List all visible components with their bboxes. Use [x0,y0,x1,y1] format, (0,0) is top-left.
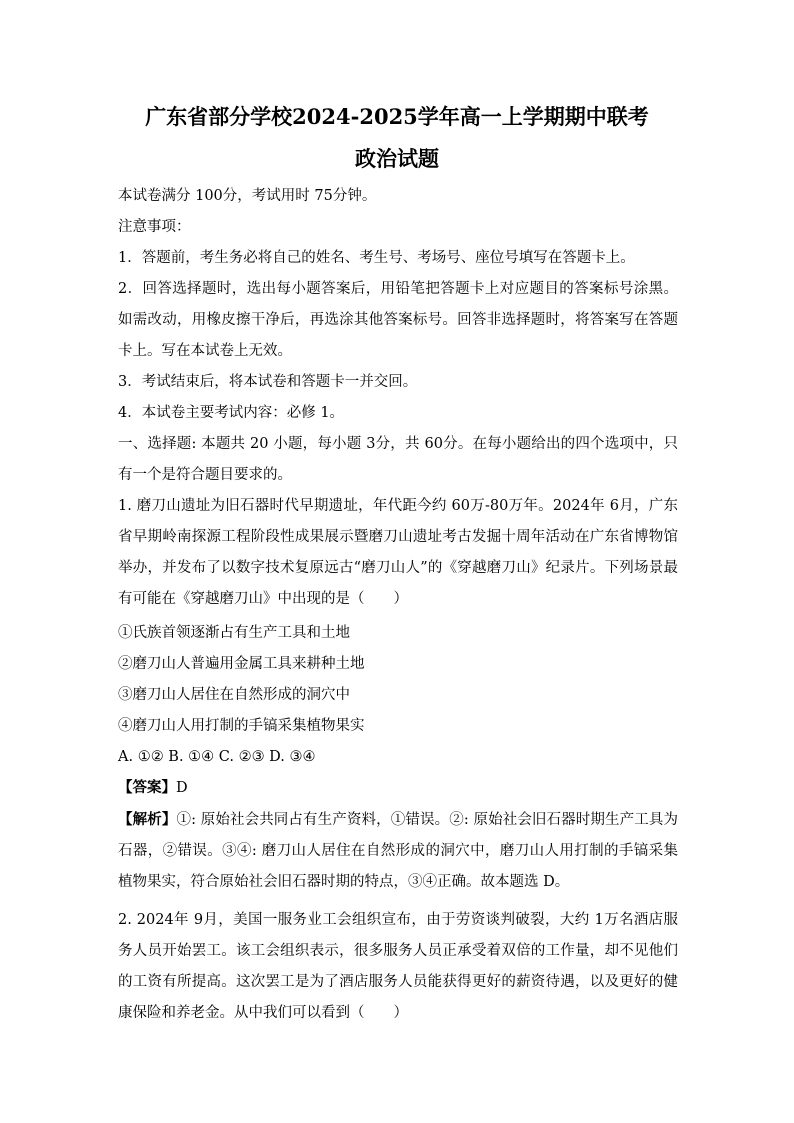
question-2-stem: 2. 2024年 9月，美国一服务业工会组织宣布，由于劳资谈判破裂，大约 1万名酒店服务人员开始罢工。该工会组织表示，很多服务人员正承受着双倍的工作量，却不见他们的工资有所提高。这次罢工是为了酒店服务人员能获得更好的薪资待遇，以及更好的健康保险和养老金。从中我们可以看到（ ） [118,912,678,1021]
exam-score-time: 本试卷满分 100分，考试用时 75分钟。 [118,188,377,204]
question-1-options: A. ①② B. ①④ C. ②③ D. ③④ [118,749,316,765]
answer-label: 【答案】 [118,779,176,796]
question-1-stem: 1. 磨刀山遗址为旧石器时代早期遗址，年代距今约 60万-80万年。2024年 6月，广东省早期岭南探源工程阶段性成果展示暨磨刀山遗址考古发掘十周年活动在广东省博物馆举办，并发布了以数字技术复原远古“磨刀山人”的《穿越磨刀山》纪录片。下列场景最有可能在《穿越磨刀山》中出现的是（ ） [118,498,678,607]
question-1-analysis [118,804,678,898]
question-1-answer [118,778,678,798]
question-1-item-4: ④磨刀山人用打制的手镐采集植物果实 [118,718,365,734]
page-title: 广东省部分学校2024-2025学年高一上学期期中联考 [145,104,649,129]
note-4: 4．本试卷主要考试内容：必修 1。 [118,405,345,421]
analysis-text: ①: 原始社会共同占有生产资料，①错误。②: 原始社会旧石器时期生产工具为石器，②错误。③④: 磨刀山人居住在自然形成的洞穴中，磨刀山人用打制的手镐采集植物果实，符合原始社会旧石器时期的特点，③④正确。故本题选 D。 [118,812,678,890]
note-2: 2．回答选择题时，选出每小题答案后，用铅笔把答题卡上对应题目的答案标号涂黑。如需改动，用橡皮擦干净后，再选涂其他答案标号。回答非选择题时，将答案写在答题卡上。写在本试卷上无效。 [118,281,678,359]
page-subtitle: 政治试题 [355,146,439,171]
analysis-label: 【解析】 [118,811,177,828]
note-1: 1．答题前，考生务必将自己的姓名、考生号、考场号、座位号填写在答题卡上。 [118,250,635,266]
question-1-item-1: ①氏族首领逐渐占有生产工具和土地 [118,625,350,641]
notes-heading: 注意事项： [118,219,191,235]
question-1-item-3: ③磨刀山人居住在自然形成的洞穴中 [118,687,350,703]
note-3: 3．考试结束后，将本试卷和答题卡一并交回。 [118,374,418,390]
answer-value: D [176,780,188,796]
question-1-item-2: ②磨刀山人普遍用金属工具来耕种土地 [118,656,365,672]
section-heading: 一、选择题: 本题共 20 小题，每小题 3分，共 60分。在每小题给出的四个选项中，只有一个是符合题目要求的。 [118,436,678,483]
